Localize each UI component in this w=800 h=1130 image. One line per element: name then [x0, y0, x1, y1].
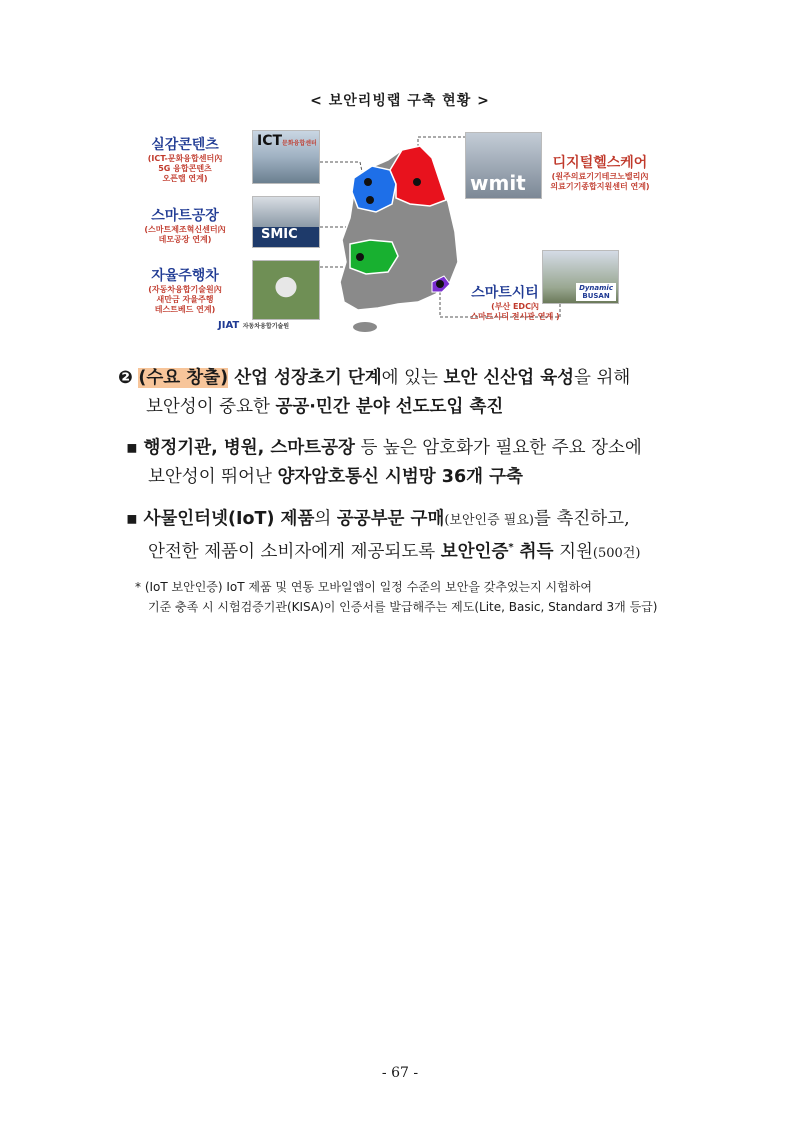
map-marker-factory [366, 196, 374, 204]
map-marker-city [436, 280, 444, 288]
bullet-item-iot: ▪ 사물인터넷(IoT) 제품의 공공부문 구매(보안인증 필요)를 촉진하고, [126, 509, 630, 529]
photo-digital-healthcare [465, 132, 542, 199]
section-2-paragraph-line2: 보안성이 중요한 공공·민간 분야 선도도입 촉진 [146, 397, 504, 417]
label-realistic-content: 실감콘텐츠 (ICT-문화융합센터內 5G 융합콘텐츠 오픈랩 연계) [147, 137, 223, 183]
jeju-island [353, 322, 377, 332]
dynamic-busan-logo: Dynamic BUSAN [576, 283, 616, 301]
map-marker-health [413, 178, 421, 186]
section-2-paragraph: ❷ (수요 창출) 산업 성장초기 단계에 있는 보안 신산업 육성을 위해 [118, 368, 631, 388]
ict-logo: ICT문화융합센터 [257, 133, 317, 149]
living-lab-map-figure [140, 122, 660, 337]
label-autonomous-car: 자율주행차 (자동차융합기술원內 새만금 자율주행 테스트베드 연계) [148, 268, 222, 314]
jiat-logo: JIAT 자동차융합기술원 [218, 320, 290, 331]
map-marker-realistic [364, 178, 372, 186]
wmit-logo: wmit [470, 171, 526, 195]
photo-realistic-content [252, 130, 320, 184]
photo-smart-factory [252, 196, 320, 248]
label-smart-city: 스마트시티 [471, 285, 539, 301]
map-marker-auto [356, 253, 364, 261]
region-gangwon [390, 146, 446, 206]
item-marker: ▪ [126, 509, 138, 529]
bullet-item-quantum: ▪ 행정기관, 병원, 스마트공장 등 높은 암호화가 필요한 주요 장소에 [126, 438, 642, 458]
bullet-item-iot-line2: 안전한 제품이 소비자에게 제공되도록 보안인증* 취득 지원(500건) [148, 541, 641, 562]
section-bullet: ❷ [118, 368, 133, 388]
smic-logo: SMIC [261, 227, 298, 242]
footnote-line-2: 기준 충족 시 시험검증기관(KISA)이 인증서를 발급해주는 제도(Lite, Basic, Standard 3개 등급) [148, 600, 658, 614]
figure-title: < 보안리빙랩 구축 현황 > [310, 93, 490, 109]
bullet-item-quantum-line2: 보안성이 뛰어난 양자암호통신 시범망 36개 구축 [148, 467, 523, 487]
section-head-label: (수요 창출) [138, 368, 229, 388]
photo-smart-city [542, 250, 619, 304]
label-smart-city-sub: (부산 EDC內 스마트시티 전시관 연계 ) [470, 302, 560, 321]
photo-autonomous-car [252, 260, 320, 320]
item-marker: ▪ [126, 438, 138, 458]
label-smart-factory: 스마트공장 (스마트제조혁신센터內 데모공장 연계) [144, 208, 226, 244]
region-seoul-gyeonggi [352, 166, 396, 212]
page-number: - 67 - [381, 1065, 419, 1081]
footnote-line-1: * (IoT 보안인증) IoT 제품 및 연동 모바일앱이 일정 수준의 보안을 갖추었는지 시험하여 [135, 580, 592, 594]
label-digital-healthcare: 디지털헬스케어 (원주의료기기테크노밸리內 의료기기종합지원센터 연계) [550, 155, 650, 191]
